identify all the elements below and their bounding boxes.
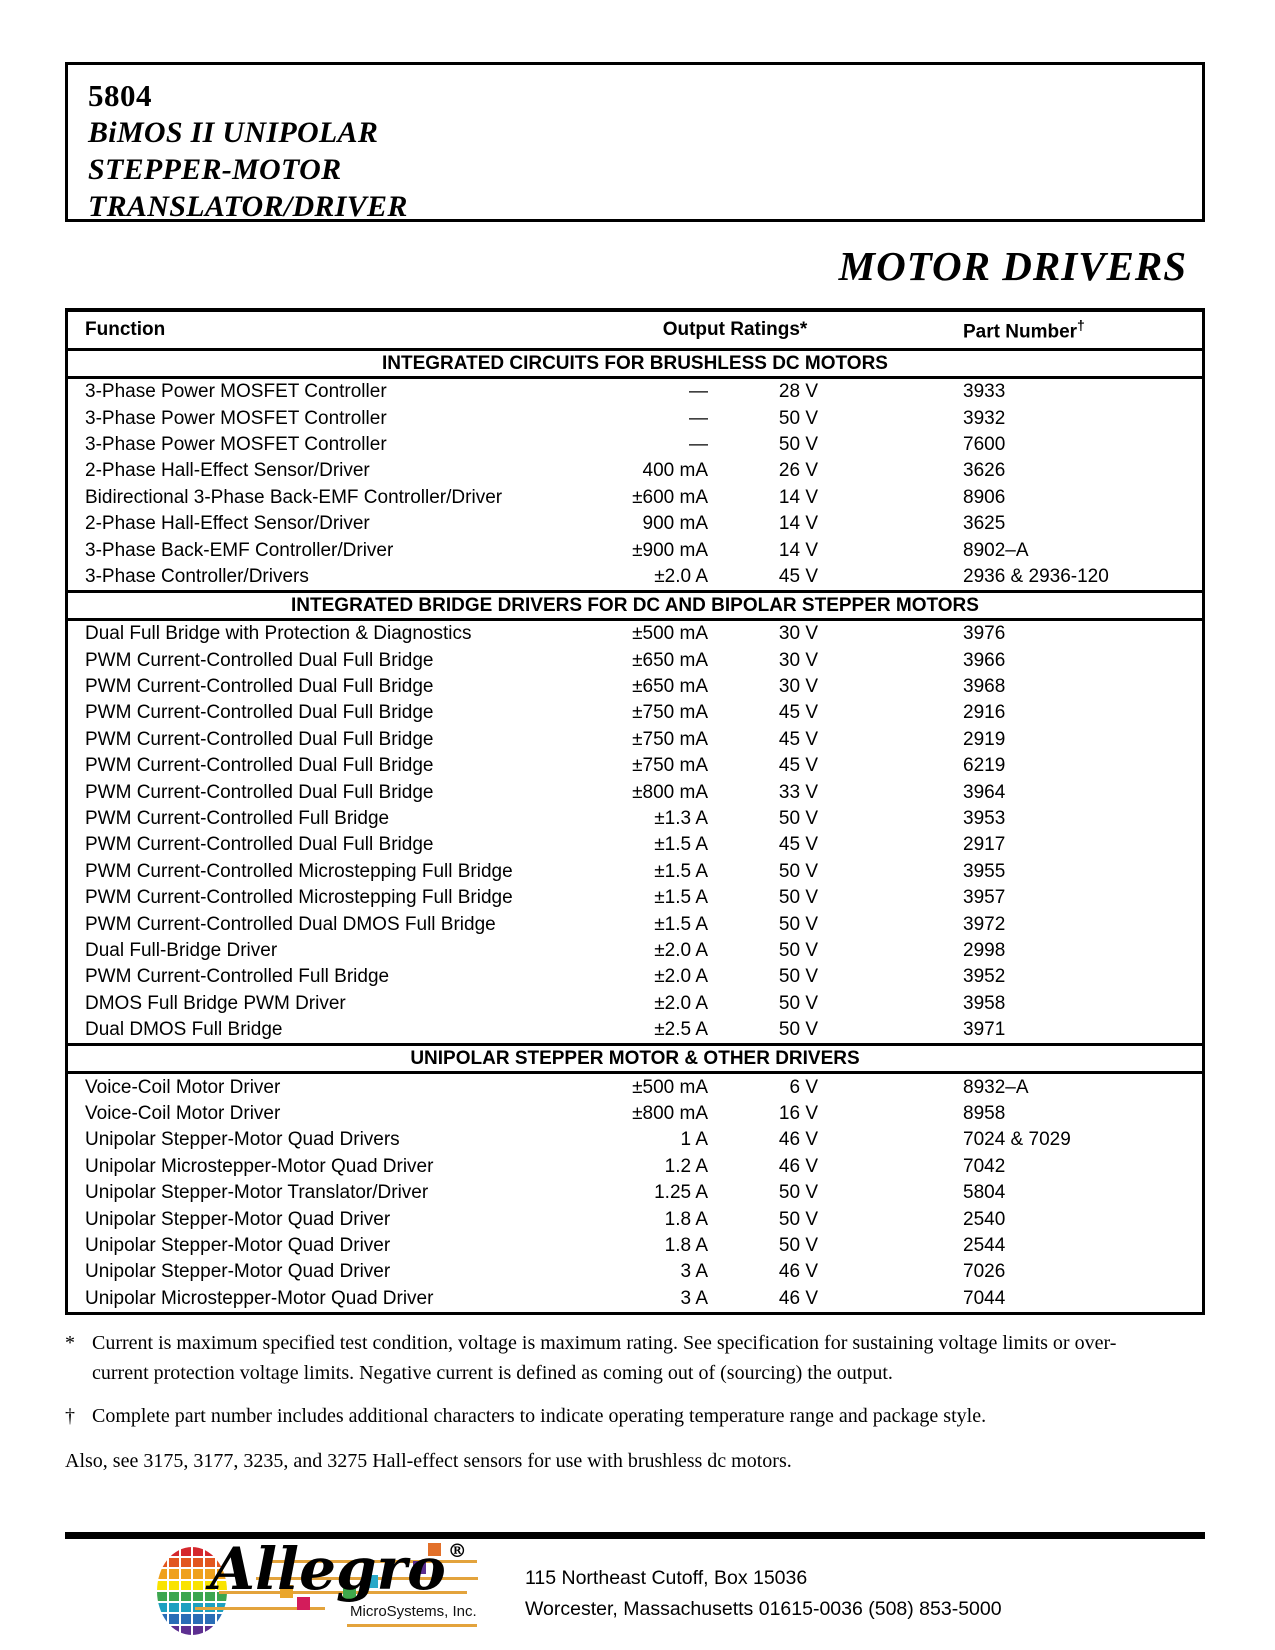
cell-voltage: 50 V <box>778 1234 818 1256</box>
cell-part: 7026 <box>963 1261 1006 1283</box>
device-header-box <box>65 62 1205 222</box>
mosaic-tile <box>157 1581 167 1590</box>
cell-voltage: 50 V <box>778 887 818 909</box>
cell-part: 5804 <box>963 1182 1006 1204</box>
cell-part: 8958 <box>963 1102 1006 1124</box>
cell-part: 7024 & 7029 <box>963 1129 1071 1151</box>
mosaic-tile <box>181 1614 191 1623</box>
cell-current: ±1.5 A <box>654 913 708 935</box>
cell-function: 2-Phase Hall-Effect Sensor/Driver <box>85 513 370 535</box>
motor-drivers-table <box>65 308 1205 1315</box>
cell-voltage: 50 V <box>778 860 818 882</box>
cell-function: Dual Full-Bridge Driver <box>85 940 278 961</box>
cell-function: 2-Phase Hall-Effect Sensor/Driver <box>85 460 370 482</box>
cell-function: Unipolar Microstepper-Motor Quad Driver <box>85 1287 434 1309</box>
cell-part: 3976 <box>963 623 1006 645</box>
mosaic-tile <box>217 1614 227 1623</box>
footnotes <box>65 1328 1175 1476</box>
cell-function: Unipolar Stepper-Motor Quad Driver <box>85 1234 391 1256</box>
column-header-output-ratings: Output Ratings* <box>662 319 808 340</box>
microsystems-underline <box>347 1624 477 1627</box>
cell-voltage: 46 V <box>778 1155 818 1177</box>
column-header-part-number <box>818 317 1202 343</box>
mosaic-tile <box>169 1581 179 1590</box>
cell-function: 3-Phase Power MOSFET Controller <box>85 381 387 403</box>
mosaic-tile <box>169 1547 179 1556</box>
registered-mark-icon: ® <box>447 1539 467 1562</box>
cell-function: DMOS Full Bridge PWM Driver <box>85 992 346 1014</box>
mosaic-tile <box>193 1569 203 1578</box>
mosaic-tile <box>181 1581 191 1590</box>
mosaic-tile <box>157 1547 167 1556</box>
mosaic-tile <box>169 1592 179 1601</box>
cell-voltage: 30 V <box>778 676 818 698</box>
cell-part: 7044 <box>963 1287 1006 1309</box>
cell-voltage: 50 V <box>778 992 818 1014</box>
cell-current: 1 A <box>680 1129 708 1151</box>
table-row <box>68 1206 1202 1232</box>
cell-part: 2540 <box>963 1208 1006 1230</box>
cell-voltage: 45 V <box>778 565 818 587</box>
cell-part: 3955 <box>963 860 1006 882</box>
table-row <box>68 1074 1202 1100</box>
cell-part: 2919 <box>963 728 1006 750</box>
cell-voltage: 50 V <box>778 808 818 830</box>
table-section-title: UNIPOLAR STEPPER MOTOR & OTHER DRIVERS <box>68 1043 1202 1074</box>
cell-current: ±900 mA <box>632 539 708 561</box>
company-address <box>525 1563 1002 1625</box>
cell-voltage: 26 V <box>778 460 818 482</box>
table-row <box>68 564 1202 590</box>
cell-part: 7042 <box>963 1155 1006 1177</box>
allegro-logo <box>157 1534 547 1641</box>
cell-voltage: 30 V <box>778 623 818 645</box>
table-row <box>68 753 1202 779</box>
cell-voltage: 6 V <box>789 1076 818 1098</box>
cell-voltage: 28 V <box>778 381 818 403</box>
cell-current: ±500 mA <box>632 623 708 645</box>
cell-part: 7600 <box>963 433 1006 455</box>
cell-function: PWM Current-Controlled Dual Full Bridge <box>85 702 434 724</box>
cell-current: ±500 mA <box>632 1076 708 1098</box>
cell-part: 2544 <box>963 1234 1006 1256</box>
mosaic-tile <box>193 1547 203 1556</box>
cell-part: 3964 <box>963 781 1006 803</box>
mosaic-tile <box>193 1558 203 1567</box>
cell-voltage: 45 V <box>778 755 818 777</box>
cell-current: ±750 mA <box>632 728 708 750</box>
cell-part: 8932–A <box>963 1076 1029 1098</box>
cell-part: 3968 <box>963 676 1006 698</box>
cell-part: 3952 <box>963 966 1006 988</box>
mosaic-tile <box>193 1626 203 1635</box>
cell-current: ±750 mA <box>632 702 708 724</box>
table-row <box>68 885 1202 911</box>
table-row <box>68 621 1202 647</box>
cell-current: ±800 mA <box>632 1102 708 1124</box>
cell-part: 2936 & 2936-120 <box>963 565 1109 587</box>
device-title-line-3: TRANSLATOR/DRIVER <box>88 190 408 223</box>
allegro-script-text: Allegro <box>210 1534 446 1603</box>
page-title: MOTOR DRIVERS <box>838 243 1187 289</box>
cell-part: 3953 <box>963 808 1006 830</box>
cell-function: Dual DMOS Full Bridge <box>85 1019 283 1041</box>
mosaic-tile <box>193 1614 203 1623</box>
mosaic-tile <box>181 1592 191 1601</box>
table-row <box>68 779 1202 805</box>
cell-current: 3 A <box>680 1287 708 1309</box>
microsystems-text: MicroSystems, Inc. <box>350 1602 477 1620</box>
table-row <box>68 911 1202 937</box>
allegro-wordmark <box>210 1535 467 1603</box>
cell-current: — <box>689 381 708 403</box>
table-section-title: INTEGRATED CIRCUITS FOR BRUSHLESS DC MOTORS <box>68 348 1202 379</box>
table-row <box>68 991 1202 1017</box>
device-title-line-2: STEPPER-MOTOR <box>88 153 342 186</box>
footnote-text: Current is maximum specified test condition, voltage is maximum rating. See specification for sustaining voltage limits or over-current protection voltage limits. Negative current is defined as coming out of (sourcing) the output. <box>92 1331 1117 1384</box>
cell-current: ±1.3 A <box>654 808 708 830</box>
cell-part: 8902–A <box>963 539 1029 561</box>
cell-part: 3932 <box>963 407 1006 429</box>
table-row <box>68 1233 1202 1259</box>
cell-function: PWM Current-Controlled Dual Full Bridge <box>85 728 434 750</box>
cell-current: ±2.5 A <box>654 1019 708 1041</box>
footer <box>65 1534 1205 1644</box>
cell-voltage: 14 V <box>778 539 818 561</box>
cell-current: ±600 mA <box>632 486 708 508</box>
cell-part: 3625 <box>963 513 1006 535</box>
mosaic-tile <box>205 1614 215 1623</box>
mosaic-tile <box>181 1558 191 1567</box>
cell-current: — <box>689 433 708 455</box>
table-row <box>68 964 1202 990</box>
table-row <box>68 1259 1202 1285</box>
cell-function: 3-Phase Controller/Drivers <box>85 565 309 587</box>
cell-function: Voice-Coil Motor Driver <box>85 1076 281 1098</box>
address-line-2: Worcester, Massachusetts 01615-0036 (508) 853-5000 <box>525 1597 1002 1620</box>
cell-current: 1.8 A <box>664 1234 708 1256</box>
cell-voltage: 16 V <box>778 1102 818 1124</box>
table-row <box>68 859 1202 885</box>
cell-current: 1.8 A <box>664 1208 708 1230</box>
cell-function: Bidirectional 3-Phase Back-EMF Controller/Driver <box>85 486 503 508</box>
cell-current: ±2.0 A <box>654 966 708 988</box>
cell-function: PWM Current-Controlled Microstepping Full Bridge <box>85 860 513 882</box>
cell-function: Unipolar Microstepper-Motor Quad Driver <box>85 1155 434 1177</box>
cell-part: 2916 <box>963 702 1006 724</box>
cell-part: 3972 <box>963 913 1006 935</box>
cell-part: 3626 <box>963 460 1006 482</box>
cell-current: — <box>689 407 708 429</box>
mosaic-tile <box>169 1603 179 1612</box>
cell-voltage: 50 V <box>778 433 818 455</box>
cell-part: 2917 <box>963 834 1006 856</box>
table-row <box>68 1154 1202 1180</box>
mosaic-tile <box>193 1592 203 1601</box>
table-row <box>68 700 1202 726</box>
cell-function: Unipolar Stepper-Motor Translator/Driver <box>85 1182 429 1204</box>
cell-current: ±1.5 A <box>654 860 708 882</box>
cell-part: 2998 <box>963 940 1006 961</box>
table-row <box>68 832 1202 858</box>
cell-function: 3-Phase Back-EMF Controller/Driver <box>85 539 394 561</box>
cell-function: Unipolar Stepper-Motor Quad Driver <box>85 1261 391 1283</box>
table-row <box>68 379 1202 405</box>
mosaic-tile <box>205 1626 215 1635</box>
cell-function: PWM Current-Controlled Dual Full Bridge <box>85 676 434 698</box>
mosaic-tile <box>157 1626 167 1635</box>
cell-function: PWM Current-Controlled Full Bridge <box>85 808 390 830</box>
footnote-dagger <box>65 1401 1175 1431</box>
cell-voltage: 50 V <box>778 1182 818 1204</box>
footnote-text: Complete part number includes additional characters to indicate operating temperature range and package style. <box>92 1404 987 1427</box>
cell-voltage: 45 V <box>778 728 818 750</box>
cell-voltage: 14 V <box>778 486 818 508</box>
cell-voltage: 30 V <box>778 649 818 671</box>
footnote-marker: * <box>65 1331 75 1354</box>
table-row <box>68 806 1202 832</box>
table-body <box>68 348 1202 1312</box>
cell-function: Dual Full Bridge with Protection & Diagnostics <box>85 623 472 645</box>
table-row <box>68 1127 1202 1153</box>
mosaic-tile <box>193 1581 203 1590</box>
mosaic-tile <box>181 1547 191 1556</box>
cell-part: 8906 <box>963 486 1006 508</box>
cell-current: ±2.0 A <box>654 940 708 961</box>
cell-voltage: 50 V <box>778 913 818 935</box>
cell-current: ±650 mA <box>632 676 708 698</box>
cell-part: 3958 <box>963 992 1006 1014</box>
cell-function: PWM Current-Controlled Dual Full Bridge <box>85 781 434 803</box>
mosaic-tile <box>217 1626 227 1635</box>
mosaic-tile <box>181 1603 191 1612</box>
mosaic-tile <box>157 1558 167 1567</box>
mosaic-tile <box>157 1569 167 1578</box>
cell-current: ±650 mA <box>632 649 708 671</box>
cell-current: ±1.5 A <box>654 834 708 856</box>
table-row <box>68 1180 1202 1206</box>
cell-function: PWM Current-Controlled Dual DMOS Full Bridge <box>85 913 496 935</box>
cell-current: ±750 mA <box>632 755 708 777</box>
table-row <box>68 727 1202 753</box>
cell-part: 6219 <box>963 755 1006 777</box>
table-row <box>68 537 1202 563</box>
table-row <box>68 1286 1202 1312</box>
cell-function: PWM Current-Controlled Full Bridge <box>85 966 390 988</box>
cell-part: 3957 <box>963 887 1006 909</box>
cell-voltage: 45 V <box>778 834 818 856</box>
table-row <box>68 1017 1202 1043</box>
table-row <box>68 1101 1202 1127</box>
table-row <box>68 405 1202 431</box>
part-number-label: Part Number <box>963 321 1078 343</box>
cell-current: 900 mA <box>642 513 708 535</box>
cell-voltage: 50 V <box>778 1019 818 1041</box>
cell-current: ±2.0 A <box>654 565 708 587</box>
cell-function: 3-Phase Power MOSFET Controller <box>85 407 387 429</box>
cell-voltage: 50 V <box>778 407 818 429</box>
dagger-mark: † <box>1077 316 1085 333</box>
table-row <box>68 938 1202 964</box>
cell-current: 1.2 A <box>664 1155 708 1177</box>
cell-voltage: 50 V <box>778 940 818 961</box>
cell-function: PWM Current-Controlled Microstepping Full Bridge <box>85 887 513 909</box>
cell-function: Unipolar Stepper-Motor Quad Drivers <box>85 1129 400 1151</box>
cell-function: PWM Current-Controlled Dual Full Bridge <box>85 649 434 671</box>
cell-function: Unipolar Stepper-Motor Quad Driver <box>85 1208 391 1230</box>
column-header-function: Function <box>85 319 166 340</box>
table-row <box>68 674 1202 700</box>
cell-voltage: 50 V <box>778 966 818 988</box>
table-row <box>68 511 1202 537</box>
table-row <box>68 432 1202 458</box>
table-section-title: INTEGRATED BRIDGE DRIVERS FOR DC AND BIPOLAR STEPPER MOTORS <box>68 590 1202 621</box>
table-row <box>68 648 1202 674</box>
cell-function: PWM Current-Controlled Dual Full Bridge <box>85 834 434 856</box>
cell-current: 3 A <box>680 1261 708 1283</box>
cell-part: 3933 <box>963 381 1006 403</box>
cell-current: 1.25 A <box>654 1182 708 1204</box>
mosaic-tile <box>181 1626 191 1635</box>
mosaic-tile <box>157 1614 167 1623</box>
cell-voltage: 46 V <box>778 1287 818 1309</box>
footnote-asterisk <box>65 1328 1175 1388</box>
table-row <box>68 485 1202 511</box>
mosaic-tile <box>157 1592 167 1601</box>
cell-voltage: 50 V <box>778 1208 818 1230</box>
cell-part: 3971 <box>963 1019 1006 1041</box>
cell-function: PWM Current-Controlled Dual Full Bridge <box>85 755 434 777</box>
mosaic-tile <box>169 1558 179 1567</box>
also-note: Also, see 3175, 3177, 3235, and 3275 Hall-effect sensors for use with brushless dc motors. <box>65 1449 792 1472</box>
cell-voltage: 45 V <box>778 702 818 724</box>
cell-current: ±2.0 A <box>654 992 708 1014</box>
table-header-row <box>68 312 1202 348</box>
mosaic-tile <box>181 1569 191 1578</box>
cell-function: 3-Phase Power MOSFET Controller <box>85 433 387 455</box>
cell-current: ±800 mA <box>632 781 708 803</box>
table-row <box>68 458 1202 484</box>
cell-current: 400 mA <box>642 460 708 482</box>
cell-current: ±1.5 A <box>654 887 708 909</box>
device-number: 5804 <box>88 78 152 113</box>
cell-part: 3966 <box>963 649 1006 671</box>
mosaic-tile <box>157 1603 167 1612</box>
cell-function: Voice-Coil Motor Driver <box>85 1102 281 1124</box>
cell-voltage: 33 V <box>778 781 818 803</box>
cell-voltage: 46 V <box>778 1129 818 1151</box>
mosaic-tile <box>169 1614 179 1623</box>
cell-voltage: 14 V <box>778 513 818 535</box>
footnote-marker: † <box>65 1404 75 1427</box>
mosaic-tile <box>169 1626 179 1635</box>
mosaic-tile <box>169 1569 179 1578</box>
device-title-line-1: BiMOS II UNIPOLAR <box>88 116 379 149</box>
address-line-1: 115 Northeast Cutoff, Box 15036 <box>525 1566 808 1589</box>
cell-voltage: 46 V <box>778 1261 818 1283</box>
